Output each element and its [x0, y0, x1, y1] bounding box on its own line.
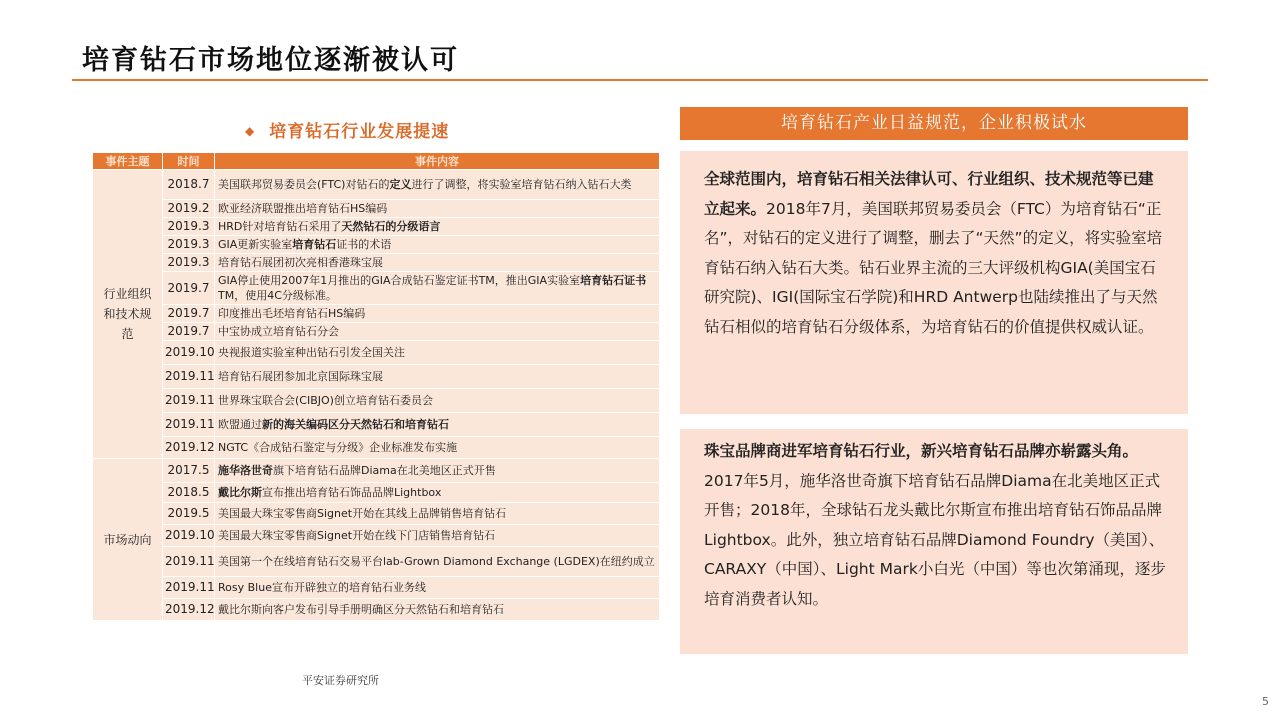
event-content-cell: [215, 254, 660, 272]
event-content-cell: [215, 437, 660, 459]
event-content-emphasis: 定义: [389, 178, 412, 191]
event-time-cell: 2019.7: [163, 323, 215, 341]
page-title: 培育钻石市场地位逐渐被认可: [82, 45, 459, 76]
event-content-emphasis: 培育钻石: [292, 238, 337, 251]
event-time-cell: 2019.3: [163, 218, 215, 236]
event-content-cell: [215, 341, 660, 365]
event-time-cell: 2019.11: [163, 413, 215, 437]
table-row: [93, 218, 660, 236]
table-row: [93, 341, 660, 365]
event-content-cell: [215, 365, 660, 389]
event-content-text: 欧盟通过: [218, 418, 262, 431]
event-time-cell: 2017.5: [163, 459, 215, 483]
table-row: [93, 305, 660, 323]
table-row: [93, 599, 660, 621]
table-row: [93, 323, 660, 341]
table-row: [93, 547, 660, 577]
event-content-emphasis: 天然钻石的分级语言: [341, 220, 441, 233]
event-content-text: 宣布推出培育钻石饰品品牌Lightbox: [262, 486, 442, 499]
event-content-text: Rosy Blue宣布开辟独立的培育钻石业务线: [218, 581, 426, 594]
left-heading-text: 培育钻石行业发展提速: [269, 122, 450, 142]
event-content-emphasis: 施华洛世奇: [218, 464, 273, 477]
event-content-cell: [215, 577, 660, 599]
event-time-cell: 2019.11: [163, 365, 215, 389]
table-body: [93, 170, 660, 621]
event-content-cell: [215, 547, 660, 577]
event-content-text: 美国最大珠宝零售商Signet开始在其线上品牌销售培育钻石: [218, 507, 507, 520]
table-row: [93, 503, 660, 525]
event-time-cell: 2019.11: [163, 577, 215, 599]
event-content-cell: [215, 459, 660, 483]
table-row: [93, 200, 660, 218]
event-content-text: 证书的术语: [336, 238, 392, 251]
header-content: 事件内容: [215, 153, 660, 170]
event-content-text: GIA停止使用2007年1月推出的GIA合成钻石鉴定证书TM，推出GIA实验室: [218, 274, 581, 287]
event-content-cell: [215, 389, 660, 413]
table-row: [93, 525, 660, 547]
event-topic-cell: 行业组织和技术规范: [93, 170, 163, 459]
table-row: [93, 459, 660, 483]
table-row: [93, 437, 660, 459]
event-content-cell: [215, 170, 660, 200]
event-content-text: 进行了调整，将实验室培育钻石纳入钻石大类: [411, 178, 632, 191]
box2-bold-lead: 珠宝品牌商进军培育钻石行业，新兴培育钻石品牌亦崭露头角。: [704, 442, 1139, 460]
header-topic: 事件主题: [93, 153, 163, 170]
table-row: [93, 365, 660, 389]
event-content-text: HRD针对培育钻石采用了: [218, 220, 342, 233]
event-content-text: 世界珠宝联合会(CIBJO)创立培育钻石委员会: [218, 394, 433, 407]
left-section-heading: [245, 117, 449, 142]
event-time-cell: 2018.5: [163, 483, 215, 503]
event-time-cell: 2019.3: [163, 254, 215, 272]
event-content-text: TM，使用4C分级标准。: [218, 289, 337, 302]
events-table: [92, 152, 660, 621]
event-content-emphasis: 培育钻石证书: [580, 274, 647, 287]
table-row: [93, 254, 660, 272]
box1-bold-lead: 全球范围内，培育钻石相关法律认可、行业组织、技术规范等已建立起来。: [704, 170, 1154, 218]
event-content-text: 旗下培育钻石品牌Diama在北美地区正式开售: [273, 464, 496, 477]
event-time-cell: 2018.7: [163, 170, 215, 200]
event-content-text: GIA更新实验室: [218, 238, 293, 251]
table-row: [93, 236, 660, 254]
event-time-cell: 2019.10: [163, 525, 215, 547]
event-topic-cell: 市场动向: [93, 459, 163, 621]
event-content-text: 美国联邦贸易委员会(FTC)对钻石的: [218, 178, 390, 191]
event-content-cell: [215, 200, 660, 218]
event-content-cell: [215, 272, 660, 305]
event-content-emphasis: 戴比尔斯: [218, 486, 262, 499]
info-box-brands: [680, 429, 1188, 654]
table-row: [93, 577, 660, 599]
event-time-cell: 2019.7: [163, 305, 215, 323]
event-content-cell: [215, 483, 660, 503]
event-time-cell: 2019.7: [163, 272, 215, 305]
table-row: [93, 272, 660, 305]
table-header-row: [93, 153, 660, 170]
event-content-cell: [215, 599, 660, 621]
event-time-cell: 2019.10: [163, 341, 215, 365]
event-content-cell: [215, 305, 660, 323]
right-banner: 培育钻石产业日益规范，企业积极试水: [680, 107, 1188, 140]
event-content-text: 央视报道实验室种出钻石引发全国关注: [218, 346, 405, 359]
event-time-cell: 2019.11: [163, 389, 215, 413]
table-row: [93, 413, 660, 437]
box1-text: 2018年7月，美国联邦贸易委员会（FTC）为培育钻石“正名”，对钻石的定义进行了调整，删去了“天然”的定义，将实验室培育钻石纳入钻石大类。钻石业界主流的三大评级机构GIA(美国宝石研究院)、IGI(国际宝石学院)和HRD Antwerp也陆续推出了与天然钻石相似的培育钻石分级体系，为培育钻石的价值提供权威认证。: [704, 199, 1163, 336]
event-time-cell: 2019.3: [163, 236, 215, 254]
event-content-text: 戴比尔斯向客户发布引导手册明确区分天然钻石和培育钻石: [218, 603, 504, 616]
box2-text: 2017年5月，施华洛世奇旗下培育钻石品牌Diama在北美地区正式开售；2018年，全球钻石龙头戴比尔斯宣布推出培育钻石饰品品牌Lightbox。此外，独立培育钻石品牌Diamond Foundry（美国）、CARAXY（中国）、Light Mark小白光（中国）等也次第涌现，逐步培育消费者认知。: [704, 471, 1166, 608]
page-number: 5: [1262, 695, 1269, 708]
event-time-cell: 2019.11: [163, 547, 215, 577]
event-content-text: 培育钻石展团参加北京国际珠宝展: [218, 370, 383, 383]
event-content-text: 培育钻石展团初次亮相香港珠宝展: [218, 256, 383, 269]
diamond-bullet-icon: ◆: [245, 124, 256, 138]
event-content-text: 印度推出毛坯培育钻石HS编码: [218, 307, 366, 320]
event-content-emphasis: 新的海关编码区分天然钻石和培育钻石: [262, 418, 449, 431]
event-content-text: 美国最大珠宝零售商Signet开始在线下门店销售培育钻石: [218, 529, 496, 542]
event-content-cell: [215, 236, 660, 254]
event-content-cell: [215, 525, 660, 547]
event-time-cell: 2019.12: [163, 599, 215, 621]
event-content-cell: [215, 323, 660, 341]
source-note: 平安证券研究所: [302, 674, 379, 687]
table-row: [93, 483, 660, 503]
event-content-text: 中宝协成立培育钻石分会: [218, 325, 339, 338]
event-content-text: 美国第一个在线培育钻石交易平台lab-Grown Diamond Exchange (LGDEX)在纽约成立: [218, 555, 655, 568]
event-content-cell: [215, 413, 660, 437]
header-time: 时间: [163, 153, 215, 170]
event-content-cell: [215, 218, 660, 236]
event-time-cell: 2019.2: [163, 200, 215, 218]
title-divider: [72, 79, 1208, 81]
info-box-regulation: [680, 151, 1188, 414]
table-row: [93, 170, 660, 200]
event-time-cell: 2019.12: [163, 437, 215, 459]
event-content-text: 欧亚经济联盟推出培育钻石HS编码: [218, 202, 388, 215]
event-time-cell: 2019.5: [163, 503, 215, 525]
table-row: [93, 389, 660, 413]
event-content-cell: [215, 503, 660, 525]
event-content-text: NGTC《合成钻石鉴定与分级》企业标准发布实施: [218, 441, 458, 454]
